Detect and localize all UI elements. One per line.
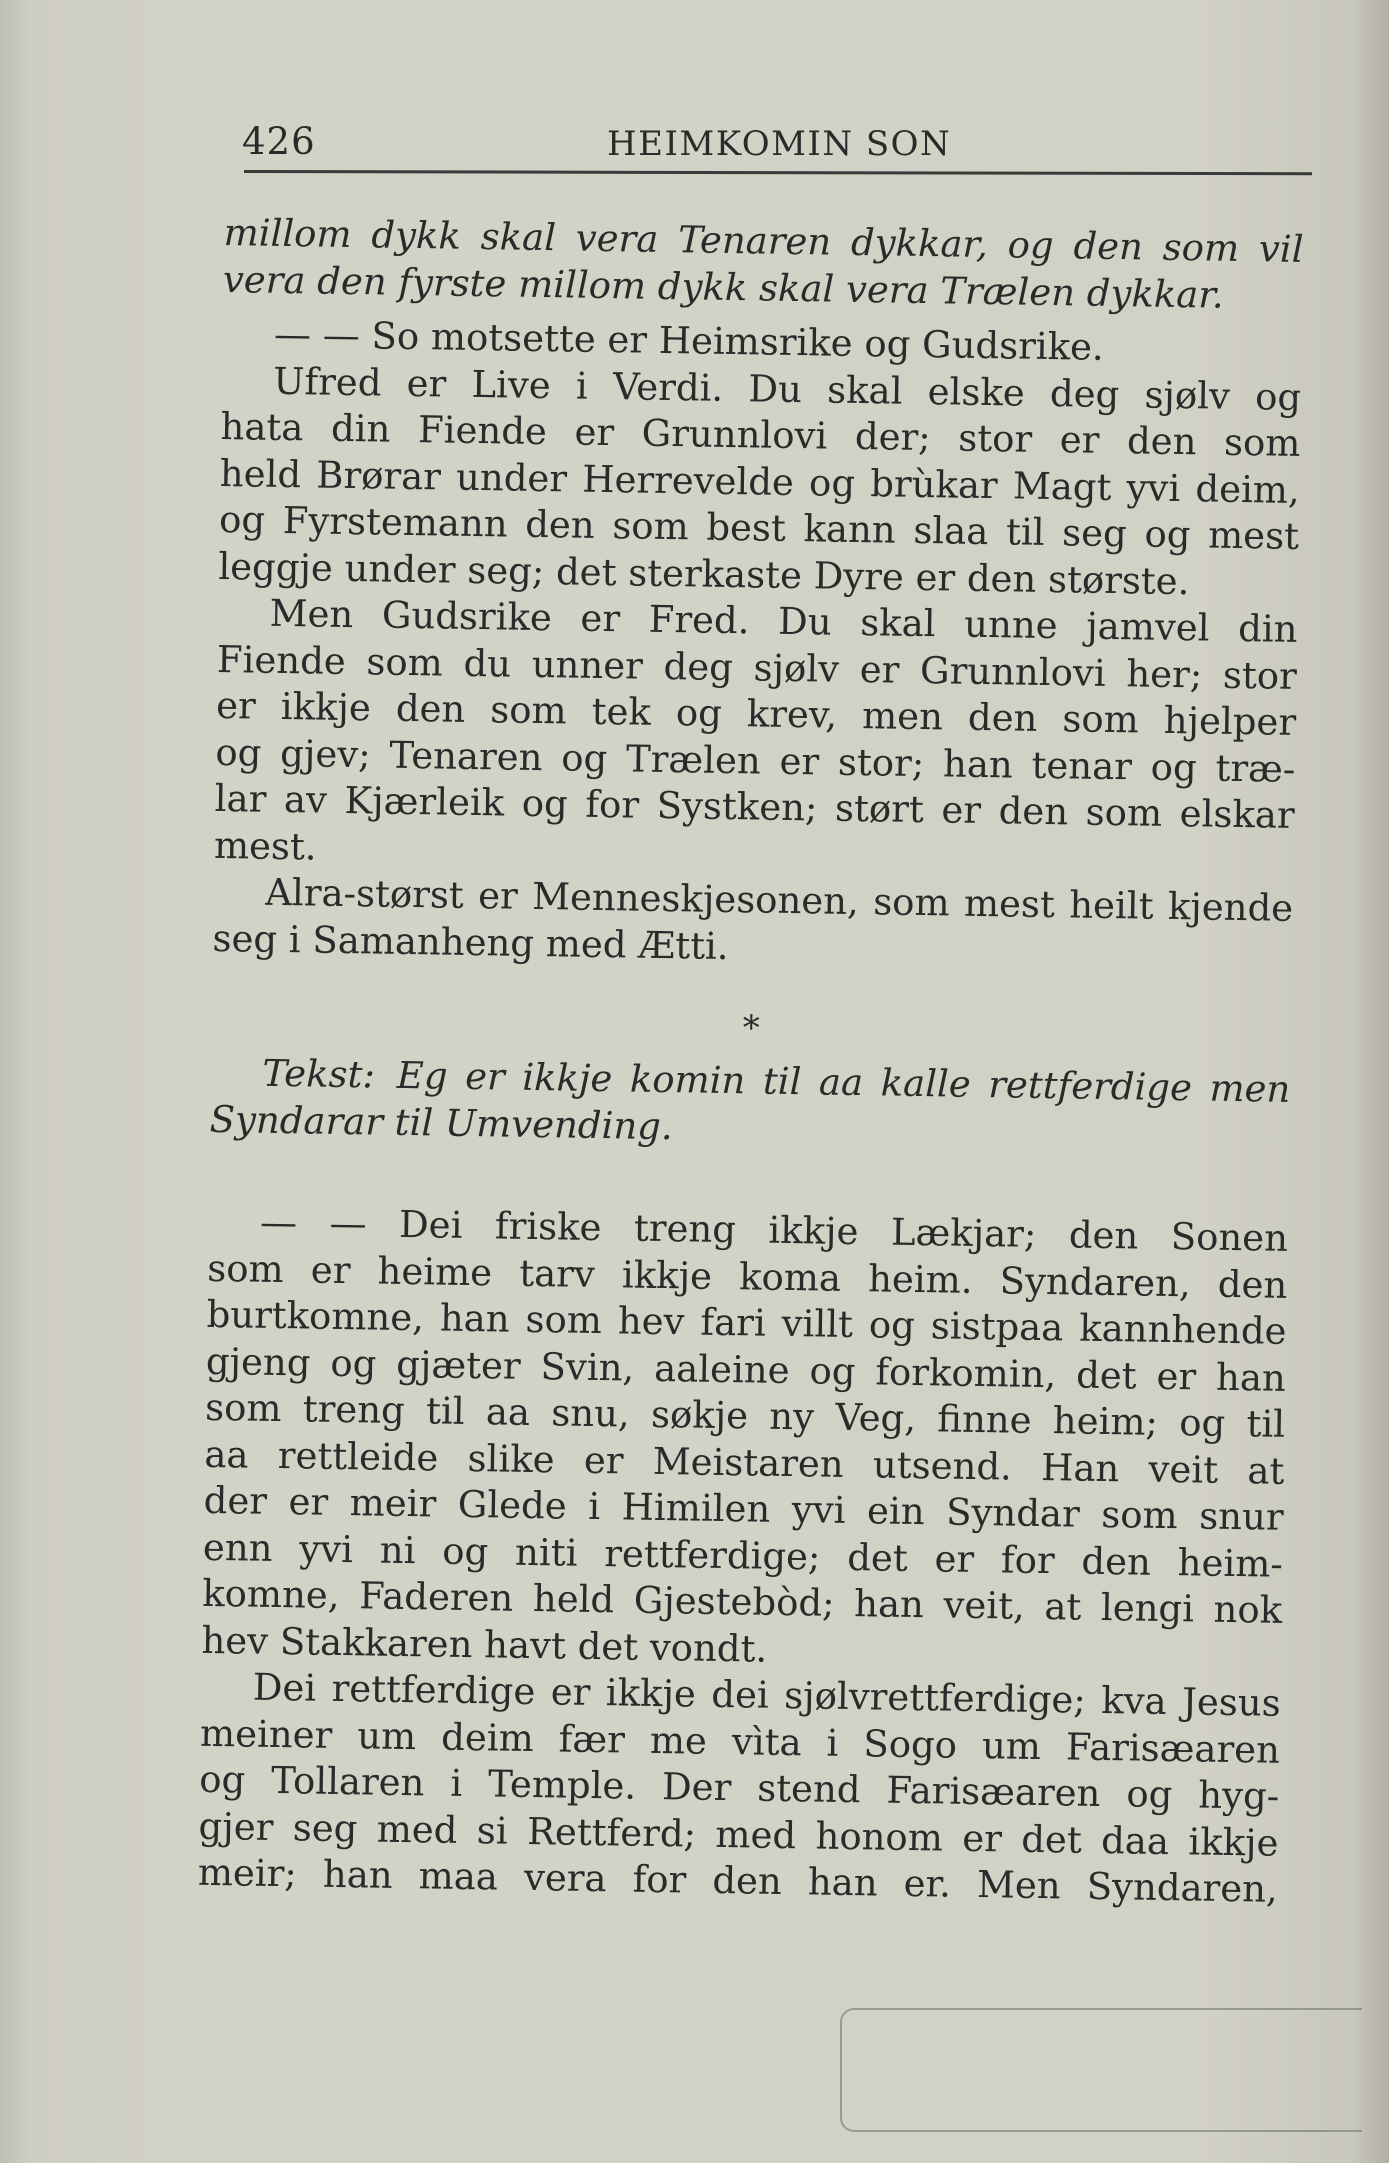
text-line: millom dykk skal vera Tenaren dykkar, og den som vil — [223, 210, 1304, 271]
text-line: meir; han maa vera for den han er. Men Syndaren, — [197, 1850, 1279, 1911]
text-line: enn yvi ni og niti rettferdige; det er for den heim- — [202, 1525, 1284, 1586]
text-line: leggje under seg; det sterkaste Dyre er den største. — [218, 544, 1190, 603]
main-text — [198, 210, 1304, 1913]
text-line: aa rettleide slike er Meistaren utsend. Han veit at — [204, 1432, 1285, 1493]
text-line: Fiende som du unner deg sjølv er Grunnlovi her; stor — [216, 637, 1298, 698]
text-line: Ufred er Live i Verdi. Du skal elske deg sjølv og — [272, 359, 1302, 419]
text-line: seg i Samanheng med Ætti. — [212, 916, 729, 968]
text-line: meiner um deim fær me vìta i Sogo um Farisæaren — [199, 1711, 1281, 1772]
paragraph-5 — [201, 1199, 1288, 1681]
text-line: Dei rettferdige er ikkje dei sjølvrettferdige; kva Jesus — [252, 1665, 1282, 1725]
paragraph-6 — [198, 1664, 1282, 1913]
paragraph-3 — [214, 590, 1298, 886]
text-line: Men Gudsrike er Fred. Du skal unne jamvel din — [269, 591, 1298, 651]
text-line: Alra-størst er Menneskjesonen, som mest heilt kjende — [264, 870, 1294, 930]
page-header — [242, 112, 1312, 172]
text-line: gjeng og gjæter Svin, aaleine og forkomin, det er han — [205, 1339, 1287, 1400]
paragraph-1 — [223, 210, 1304, 320]
text-line: komne, Faderen held Gjestebòd; han veit, at lengi nok — [201, 1571, 1283, 1632]
text-line: — — So motsette er Heimsrike og Gudsrike. — [273, 312, 1105, 369]
text-label: Tekst: — [262, 1051, 376, 1097]
text-line: der er meir Glede i Himilen yvi ein Syndar som snur — [203, 1478, 1284, 1539]
text-line: som er heime tarv ikkje koma heim. Syndaren, den — [207, 1246, 1288, 1307]
text-line: hev Stakkaren havt det vondt. — [201, 1618, 768, 1671]
text-quote — [209, 1050, 1290, 1160]
text-line: og gjev; Tenaren og Trælen er stor; han tenar og træ- — [215, 730, 1296, 791]
text-line: og Tollaren i Temple. Der stend Farisæaren og hyg- — [199, 1757, 1280, 1818]
text-line: og Fyrstemann den som best kann slaa til seg og mest — [218, 497, 1300, 558]
page-number: 426 — [242, 120, 316, 163]
section-separator: * — [742, 1008, 761, 1049]
quote-line-1: Eg er ikkje komin til aa kalle rettferdige men — [396, 1053, 1291, 1111]
text-line: gjer seg med si Rettferd; med honom er det daa ikkje — [198, 1804, 1279, 1865]
text-line: er ikkje den som tek og krev, men den som hjelper — [215, 683, 1297, 744]
library-stamp-outline — [840, 2008, 1362, 2132]
text-line: hata din Fiende er Grunnlovi der; stor er den som — [220, 404, 1301, 465]
text-line: burtkomne, han som hev fari villt og sistpaa kannhende — [206, 1292, 1287, 1353]
text-line: som treng til aa snu, søkje ny Veg, finne heim; og til — [204, 1385, 1286, 1446]
text-line: lar av Kjærleik og for Systken; størt er den som elskar — [214, 776, 1295, 837]
text-line: vera den fyrste millom dykk skal vera Trælen dykkar. — [222, 257, 1225, 317]
text-line: held Brørar under Herrevelde og brùkar Magt yvi deim, — [219, 451, 1301, 512]
running-title: HEIMKOMIN SON — [607, 124, 952, 164]
text-line: mest. — [213, 823, 317, 869]
page-edge-shadow — [1353, 0, 1389, 2163]
text-line: Syndarar til Umvending. — [209, 1097, 674, 1148]
paragraph-2 — [218, 311, 1302, 607]
paragraph-4 — [212, 869, 1293, 979]
text-line: — — Dei friske treng ikkje Lækjar; den Sonen — [259, 1200, 1289, 1260]
